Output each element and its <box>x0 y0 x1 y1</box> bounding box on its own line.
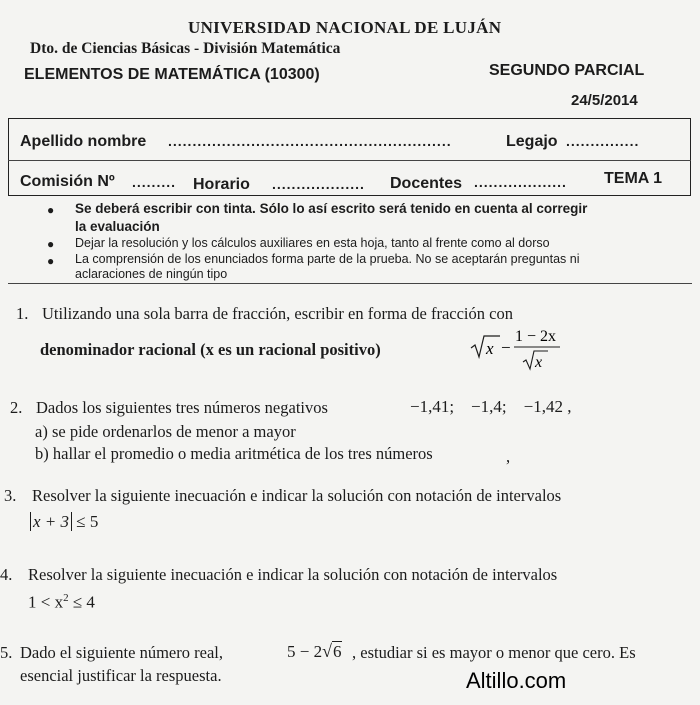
tema-label: TEMA 1 <box>604 170 663 187</box>
q2-part-b-end: , <box>506 447 511 466</box>
q1-expr-x: x <box>486 339 494 358</box>
q2-number: 2. <box>10 398 23 417</box>
name-field-label: Apellido nombre <box>20 133 147 150</box>
bullet-icon: ● <box>47 203 55 217</box>
q5-number: 5. <box>0 643 13 662</box>
q1-expr-numerator: 1 − 2x <box>515 328 557 345</box>
q1-number: 1. <box>16 304 29 323</box>
instruction-3-cont: aclaraciones de ningún tipo <box>75 267 228 281</box>
q4-expression <box>28 592 95 613</box>
legajo-field-label: Legajo <box>506 133 558 150</box>
q1-text-line2: denominador racional (x es un racional positivo) <box>40 340 381 359</box>
name-field-dots[interactable]: .......................................................... <box>168 133 452 149</box>
q2-part-b: b) hallar el promedio o media aritmética de los tres números <box>35 444 433 463</box>
q5-text-line2: esencial justificar la respuesta. <box>20 666 222 685</box>
instruction-1: Se deberá escribir con tinta. Sólo lo así escrito será tenido en cuenta al corregir <box>75 201 588 216</box>
q4-expr-right: ≤ 4 <box>72 592 95 612</box>
q5-expr-a: 5 − 2 <box>287 642 323 661</box>
q4-expr-left: 1 < x <box>28 592 64 612</box>
instruction-1-cont: la evaluación <box>75 219 160 234</box>
q4-number: 4. <box>0 565 13 584</box>
docentes-field-dots[interactable]: ................... <box>474 174 567 190</box>
q3-expression <box>30 512 98 532</box>
q5-text-pre: Dado el siguiente número real, <box>20 643 223 662</box>
q2-numbers: −1,41; −1,4; −1,42 , <box>410 397 572 416</box>
sqrt-icon: √ <box>322 641 332 661</box>
q1-expr-minus: − <box>501 338 511 357</box>
instruction-2: Dejar la resolución y los cálculos auxiliares en esta hoja, tanto al frente como al dorso <box>75 236 550 250</box>
docentes-field-label: Docentes <box>390 175 463 192</box>
q3-expr-rhs: ≤ 5 <box>76 512 99 531</box>
watermark-text: Altillo.com <box>466 668 567 693</box>
q4-expr-exponent: 2 <box>63 592 69 604</box>
q3-text-line1: Resolver la siguiente inecuación e indicar la solución con notación de intervalos <box>32 486 562 505</box>
comision-field-dots[interactable]: ......... <box>132 174 177 190</box>
q5-expr-radicand: 6 <box>332 642 342 661</box>
horario-field-dots[interactable]: ................... <box>272 176 365 192</box>
course-title: ELEMENTOS DE MATEMÁTICA (10300) <box>24 66 320 83</box>
legajo-field-dots[interactable]: ............... <box>566 133 640 149</box>
bullet-icon: ● <box>47 237 55 251</box>
box-divider <box>8 160 691 161</box>
exam-title: SEGUNDO PARCIAL <box>489 62 645 79</box>
q2-part-a: a) se pide ordenarlos de menor a mayor <box>35 422 296 441</box>
horario-field-label: Horario <box>193 176 250 193</box>
university-name: UNIVERSIDAD NACIONAL DE LUJÁN <box>188 18 502 37</box>
exam-date: 24/5/2014 <box>571 92 638 109</box>
q1-expression <box>468 322 564 374</box>
department-name: Dto. de Ciencias Básicas - División Matemática <box>30 40 341 57</box>
instruction-3: La comprensión de los enunciados forma parte de la prueba. No se aceptarán preguntas ni <box>75 252 580 266</box>
q1-text-line1: Utilizando una sola barra de fracción, escribir en forma de fracción con <box>42 304 513 323</box>
q2-text-line1: Dados los siguientes tres números negativos <box>36 398 328 417</box>
bullet-icon: ● <box>47 254 55 268</box>
comision-field-label: Comisión Nº <box>20 173 115 190</box>
q3-number: 3. <box>4 486 17 505</box>
divider-line <box>8 283 692 284</box>
q4-text-line1: Resolver la siguiente inecuación e indicar la solución con notación de intervalos <box>28 565 558 584</box>
q5-expression <box>287 641 342 662</box>
q3-expr-inner: x + 3 <box>33 512 70 531</box>
q1-expr-den-x: x <box>535 354 543 371</box>
q5-text-post: , estudiar si es mayor o menor que cero. Es <box>352 643 636 662</box>
